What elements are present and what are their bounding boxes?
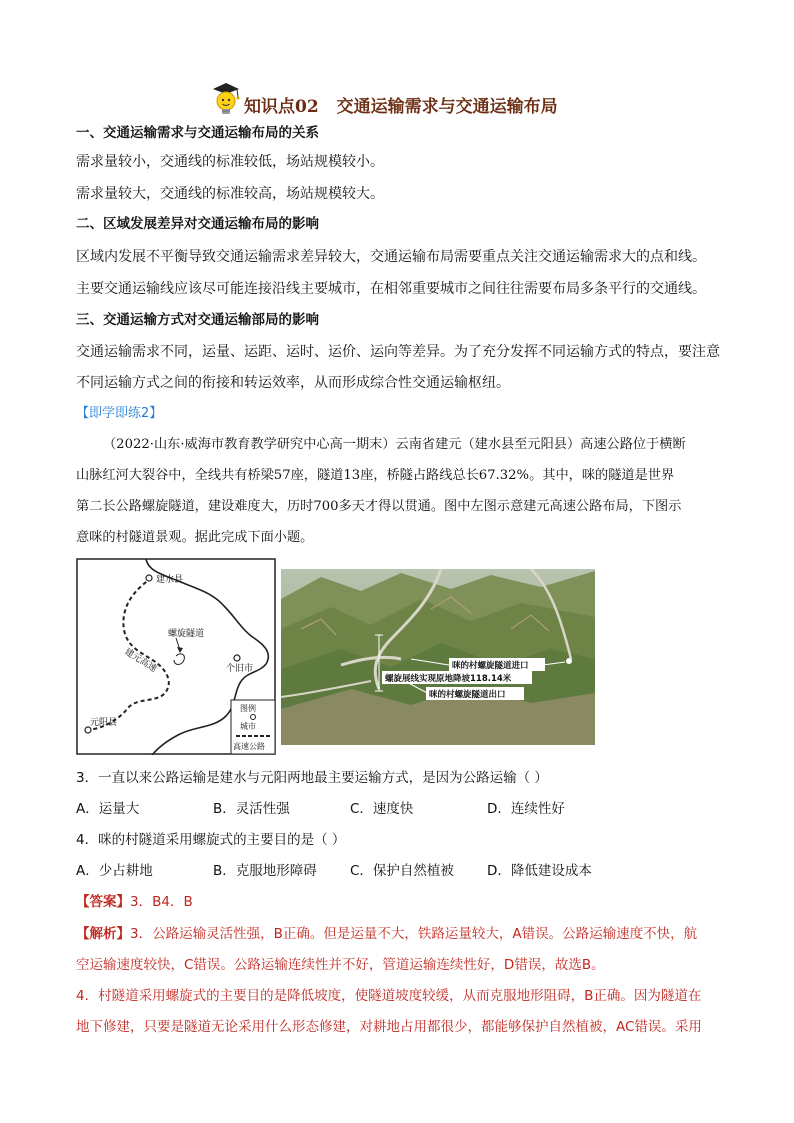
practice-stem-line-1: （2022·山东·威海市教育教学研究中心高一期末）云南省建元（建水县至元阳县）高速公路位于横断	[103, 437, 686, 452]
q4-option-a: A．少占耕地	[76, 863, 153, 879]
photo-label-entry: 咪的村螺旋隧道进口	[452, 661, 529, 671]
question-3-stem: 3．一直以来公路运输是建水与元阳两地最主要运输方式，是因为公路运输（ ）	[76, 770, 548, 786]
q4-option-d: D．降低建设成本	[487, 863, 592, 879]
analysis-line-3: 4．村隧道采用螺旋式的主要目的是降低坡度，使隧道坡度较缓，从而克服地形阻碍，B正确。因为隧道在	[76, 988, 702, 1004]
map-label-gejiu: 个旧市	[226, 664, 254, 674]
title-text: 交通运输需求与交通运输布局	[336, 97, 558, 117]
lightbulb-graduate-icon	[207, 80, 245, 118]
legend-road: 高速公路	[233, 742, 265, 751]
practice-stem-line-4: 意咪的村隧道景观。据此完成下面小题。	[76, 530, 314, 545]
practice-stem-line-3: 第二长公路螺旋隧道，建设难度大，历时700多天才得以贯通。图中左图示意建元高速公路布局，下图示	[76, 499, 682, 514]
map-label-tunnel: 螺旋隧道	[168, 629, 205, 639]
map-label-road: 建元高速	[122, 647, 159, 675]
legend-title: 图例	[240, 704, 256, 713]
answer-value: 3．B4．B	[130, 894, 193, 910]
photo-label-drop: 螺旋展线实现原地降坡118.14米	[385, 674, 512, 684]
section-3-paragraph-2: 不同运输方式之间的衔接和转运效率，从而形成综合性交通运输枢纽。	[76, 375, 510, 391]
analysis-tag: 【解析】	[76, 926, 130, 942]
section-1-paragraph-1: 需求量较小，交通线的标准较低，场站规模较小。	[76, 154, 384, 170]
question-3-options	[76, 799, 565, 819]
section-1-heading: 一、交通运输需求与交通运输布局的关系	[76, 125, 319, 141]
photo-label-exit: 咪的村螺旋隧道出口	[429, 690, 506, 700]
q3-option-b: B．灵活性强	[213, 801, 290, 817]
q3-option-c: C．速度快	[350, 801, 414, 817]
analysis-line-2: 空运输速度较快，C错误。公路运输连续性并不好，管道运输连续性好，D错误，故选B。	[76, 957, 605, 973]
q3-option-d: D．连续性好	[487, 801, 565, 817]
analysis-line-4: 地下修建，只要是隧道无论采用什么形态修建，对耕地占用都很少，都能够保护自然植被，AC错误。采用	[76, 1019, 702, 1035]
answer-line	[76, 892, 193, 912]
route-map	[76, 558, 276, 755]
section-2-paragraph-1: 区域内发展不平衡导致交通运输需求差异较大，交通运输布局需要重点关注交通运输需求大的点和线。	[76, 249, 706, 265]
answer-tag: 【答案】	[76, 894, 130, 910]
section-3-paragraph-1: 交通运输需求不同，运量、运距、运时、运价、运向等差异。为了充分发挥不同运输方式的特点，要注意	[76, 344, 720, 360]
map-label-yuanyang: 元阳县	[90, 718, 118, 728]
section-2-heading: 二、区域发展差异对交通运输布局的影响	[76, 216, 319, 232]
q4-option-b: B．克服地形障碍	[213, 863, 317, 879]
title-row	[0, 80, 794, 120]
tunnel-aerial-photo	[281, 569, 595, 745]
question-4-stem: 4．咪的村隧道采用螺旋式的主要目的是（ ）	[76, 832, 346, 848]
q4-option-c: C．保护自然植被	[350, 863, 454, 879]
practice-stem-line-2: 山脉红河大裂谷中，全线共有桥梁57座，隧道13座，桥隧占路线总长67.32%。其中，咪的隧道是世界	[76, 468, 675, 483]
analysis-text-1: 3．公路运输灵活性强，B正确。但是运量不大，铁路运量较大，A错误。公路运输速度不快，航	[130, 926, 698, 942]
section-1-paragraph-2: 需求量较大，交通线的标准较高，场站规模较大。	[76, 186, 384, 202]
question-4-options	[76, 861, 592, 881]
analysis-line-1	[76, 924, 697, 944]
section-2-paragraph-2: 主要交通运输线应该尽可能连接沿线主要城市，在相邻重要城市之间往往需要布局多条平行的交通线。	[76, 281, 706, 297]
title-label: 知识点02	[244, 97, 319, 117]
map-label-jianshui: 建水县	[156, 575, 184, 585]
practice-tag: 【即学即练2】	[76, 406, 163, 421]
page-title	[244, 92, 558, 117]
q3-option-a: A．运量大	[76, 801, 140, 817]
legend-city: 城市	[240, 722, 256, 731]
section-3-heading: 三、交通运输方式对交通运输部局的影响	[76, 312, 319, 328]
